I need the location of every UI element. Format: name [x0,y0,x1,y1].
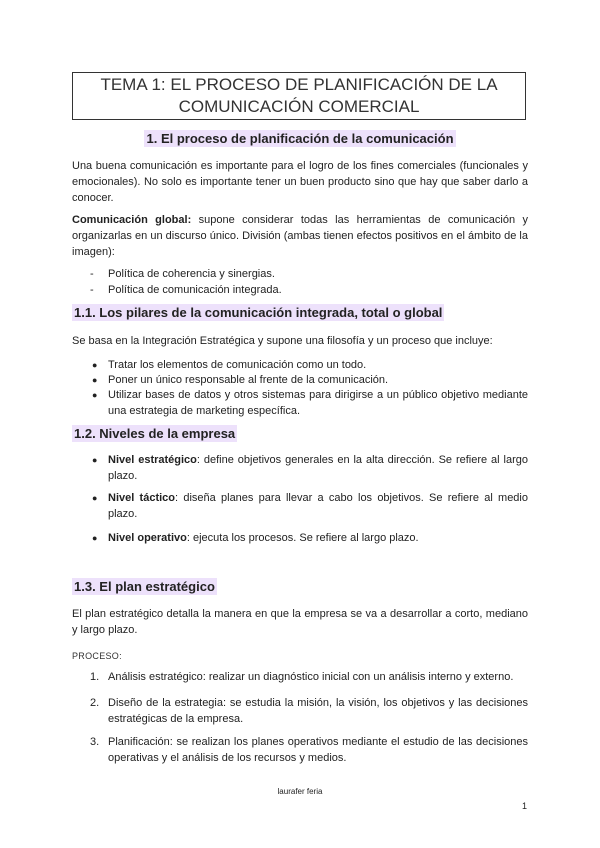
page-number: 1 [522,801,528,811]
section-1-3-intro: El plan estratégico detalla la manera en que la empresa se va a desarrollar a corto, mediano y largo plazo. [72,608,528,636]
level-term: Nivel táctico [108,492,176,504]
section-1-1-heading [72,305,444,320]
section-1-heading-text: 1. El proceso de planificación de la comunicación [146,131,454,146]
bullet-item-text: Tratar los elementos de comunicación como un todo. [108,359,367,371]
bullet-marker: ● [92,390,98,400]
level-term: Nivel operativo [108,532,187,544]
section-1-intro: Una buena comunicación es importante para el logro de los fines comerciales (funcionales y emocionales). No solo es importante tener un buen producto sino que hay que saber darlo a conocer. [72,160,528,204]
section-1-2-heading-text: 1.2. Niveles de la empresa [74,426,236,441]
bullet-item [92,387,528,419]
dash-marker: - [90,268,94,280]
section-1-3-heading-text: 1.3. El plan estratégico [74,579,215,594]
level-item [92,530,528,546]
section-1-3-heading [72,579,217,594]
process-label: PROCESO: [72,651,122,661]
step-number: 2. [90,697,100,709]
section-1-heading [0,131,600,146]
global-communication-text: supone considerar todas las herramientas de comunicación y organizarlas en un discurso único. División (ambas tienen efectos positivos en el ámbito de la imagen): [72,214,528,258]
level-text: : diseña planes para llevar a cabo los objetivos. Se refiere al medio plazo. [108,492,528,520]
bullet-item [92,372,528,388]
bullet-marker: ● [92,360,98,370]
bullet-marker: ● [92,533,98,543]
process-step [90,734,528,766]
level-item [92,452,528,484]
dash-item [90,282,282,298]
step-text: Análisis estratégico: realizar un diagnóstico inicial con un análisis interno y externo. [108,671,514,683]
title-box [72,72,526,120]
step-number: 3. [90,736,100,748]
step-number: 1. [90,671,100,683]
section-1-2-heading [72,426,237,441]
level-text: : ejecuta los procesos. Se refiere al largo plazo. [186,532,419,544]
global-communication-term: Comunicación global: [72,214,192,226]
step-text: Planificación: se realizan los planes operativos mediante el estudio de las decisiones operativas y el análisis de los recursos y medios. [108,736,528,764]
bullet-marker: ● [92,455,98,465]
dash-item-text: Política de comunicación integrada. [108,284,282,296]
title-line-2: COMUNICACIÓN COMERCIAL [178,97,420,116]
title-line-1: TEMA 1: EL PROCESO DE PLANIFICACIÓN DE LA [100,75,498,94]
bullet-marker: ● [92,375,98,385]
section-1-1-intro: Se basa en la Integración Estratégica y supone una filosofía y un proceso que incluye: [72,335,493,347]
level-item [92,490,528,522]
bullet-item-text: Poner un único responsable al frente de la comunicación. [108,374,389,386]
bullet-item [92,357,528,373]
step-text: Diseño de la estrategia: se estudia la misión, la visión, los objetivos y las decisiones estratégicas de la empresa. [108,697,528,725]
global-communication-paragraph [72,212,528,260]
level-term: Nivel estratégico [108,454,197,466]
dash-item-text: Política de coherencia y sinergias. [108,268,275,280]
dash-marker: - [90,284,94,296]
bullet-marker: ● [92,493,98,503]
section-1-1-heading-text: 1.1. Los pilares de la comunicación integrada, total o global [74,305,443,320]
process-step [90,695,528,727]
dash-item [90,266,275,282]
process-step [90,669,528,685]
footer-author: laurafer feria [277,787,323,796]
level-text: : define objetivos generales en la alta dirección. Se refiere al largo plazo. [108,454,528,482]
bullet-item-text: Utilizar bases de datos y otros sistemas para dirigirse a un público objetivo mediante una estrategia de marketing específica. [108,389,528,417]
